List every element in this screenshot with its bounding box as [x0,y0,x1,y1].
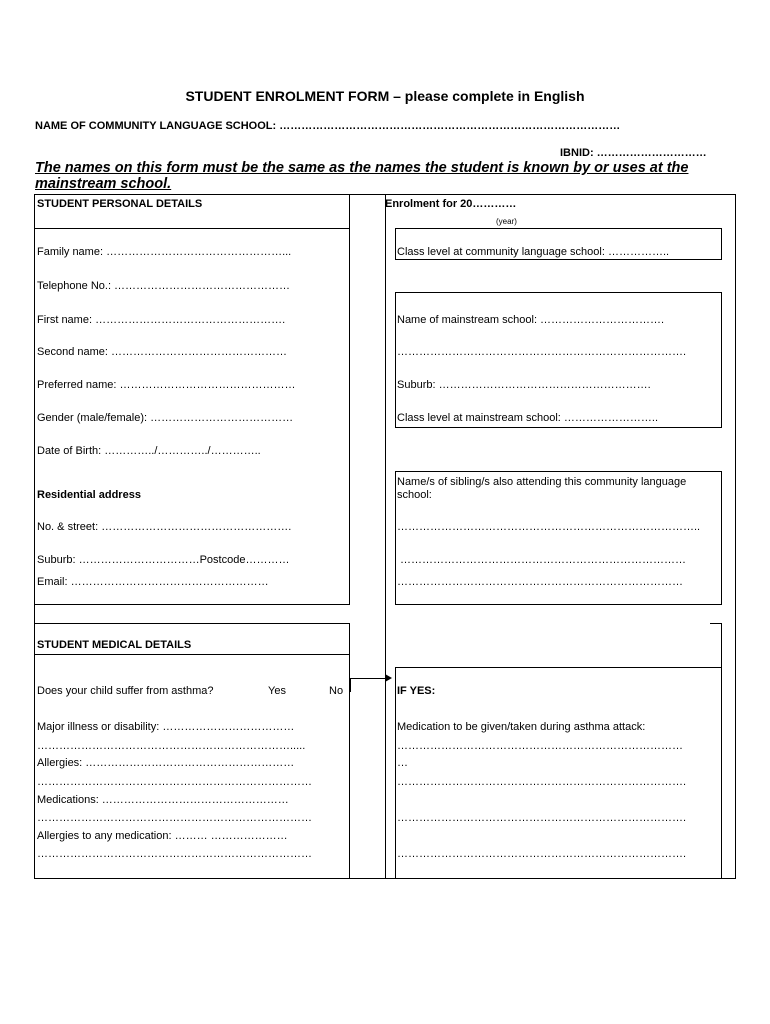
second-name-field[interactable]: Second name: ………………………………………… [37,346,287,358]
asthma-medication-line4[interactable]: ……………………………………………………………………. [397,848,687,860]
mainstream-school-name-field[interactable]: Name of mainstream school: ……………………………. [397,314,665,326]
arrow-stem [350,678,351,692]
arrow-head-icon [385,674,392,682]
family-name-field[interactable]: Family name: …………………………………………... [37,246,292,258]
sibling-line-3[interactable]: …………………………………………………………………… [397,576,683,588]
personal-details-heading: STUDENT PERSONAL DETAILS [37,198,203,210]
community-school-name-field[interactable]: NAME OF COMMUNITY LANGUAGE SCHOOL: ………………………………………………………………………………… [35,120,621,132]
street-field[interactable]: No. & street: ……………………………………………. [37,521,292,533]
mainstream-class-level-field[interactable]: Class level at mainstream school: …………………….. [397,412,659,424]
asthma-medication-line1b[interactable]: … [397,757,408,769]
email-field[interactable]: Email: ……………………………………………… [37,576,269,588]
asthma-yes-option[interactable]: Yes [268,685,286,697]
mainstream-suburb-field[interactable]: Suburb: …………………………………………………. [397,379,651,391]
date-of-birth-field[interactable]: Date of Birth: …………../…………../………….. [37,445,261,457]
sibling-line-1[interactable]: ……………………………………………………………………….. [397,521,701,533]
illness-field[interactable]: Major illness or disability: ……………………………… [37,721,295,733]
asthma-medication-label: Medication to be given/taken during asthma attack: [397,721,646,733]
preferred-name-field[interactable]: Preferred name: ………………………………………… [37,379,296,391]
first-name-field[interactable]: First name: ……………………………………………. [37,314,286,326]
residential-address-heading: Residential address [37,489,141,501]
siblings-label: Name/s of sibling/s also attending this community language school: [397,476,687,501]
allergy-medication-line2[interactable]: ………………………………………………………………… [37,848,312,860]
medications-field[interactable]: Medications: …………………………………………… [37,794,289,806]
arrow-shaft [350,678,387,679]
allergies-line2[interactable]: ………………………………………………………………… [37,776,312,788]
illness-line2[interactable]: ……………………………………………………………..... [37,740,306,752]
mainstream-school-box [395,292,722,428]
allergies-field[interactable]: Allergies: ………………………………………………… [37,757,295,769]
mainstream-school-line2[interactable]: ……………………………………………………………………. [397,346,687,358]
personal-heading-rule [34,228,350,229]
medical-heading-rule [34,654,350,655]
gender-field[interactable]: Gender (male/female): ………………………………… [37,412,294,424]
cls-class-level-field[interactable]: Class level at community language school: …………….. [397,246,670,258]
names-notice: The names on this form must be the same as the names the student is known by or uses at the mainstream school. [35,160,689,192]
medical-details-heading: STUDENT MEDICAL DETAILS [37,639,192,651]
asthma-medication-line3[interactable]: ……………………………………………………………………. [397,812,687,824]
ibnid-field[interactable]: IBNID: ………………………… [560,147,707,159]
asthma-question: Does your child suffer from asthma? [37,685,214,697]
asthma-medication-line2[interactable]: ……………………………………………………………………. [397,776,687,788]
medications-line2[interactable]: ………………………………………………………………… [37,812,312,824]
year-hint: (year) [496,217,517,226]
allergy-medication-field[interactable]: Allergies to any medication: ……… ………………… [37,830,288,842]
sibling-line-2[interactable]: …………………………………………………………………… [400,554,686,566]
asthma-no-option[interactable]: No [329,685,344,697]
if-yes-heading: IF YES: [397,685,436,697]
suburb-postcode-field[interactable]: Suburb: ……………………………Postcode………… [37,554,290,566]
form-title: STUDENT ENROLMENT FORM – please complete in English [185,88,585,104]
enrolment-year-field[interactable]: Enrolment for 20………… [385,198,517,210]
if-yes-right-edge [721,623,722,667]
telephone-field[interactable]: Telephone No.: ………………………………………… [37,280,291,292]
center-divider [385,194,386,879]
asthma-medication-line1[interactable]: …………………………………………………………………… [397,740,683,752]
